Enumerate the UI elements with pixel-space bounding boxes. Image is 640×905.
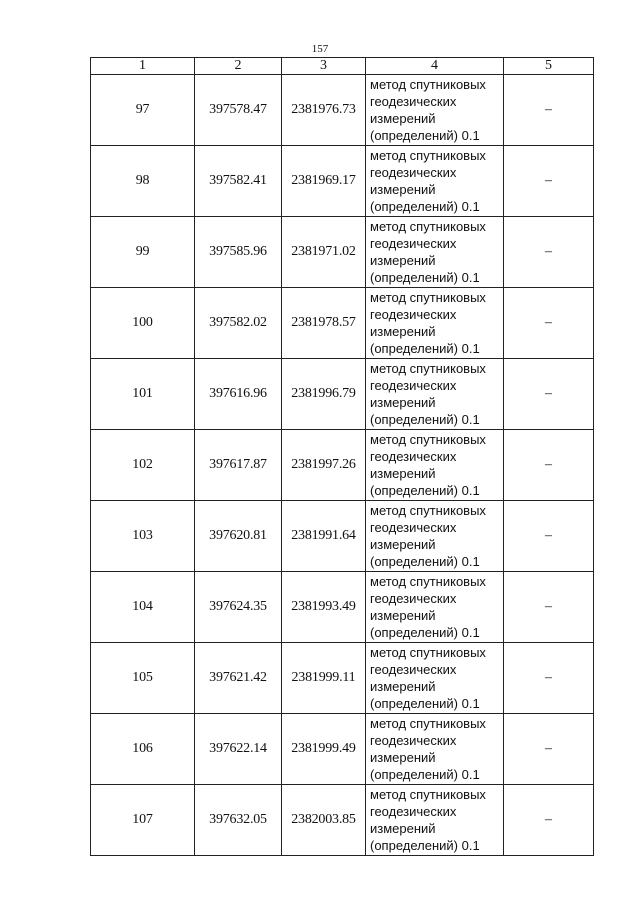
method-line: геодезических <box>370 520 457 535</box>
method-line: измерений <box>370 253 436 268</box>
method-line: (определений) 0.1 <box>370 838 480 853</box>
coordinate-y-cell: 2381999.49 <box>282 714 366 785</box>
method-line: геодезических <box>370 449 457 464</box>
method-line: метод спутниковых <box>370 432 486 447</box>
coordinate-y-cell: 2381978.57 <box>282 288 366 359</box>
coordinate-y-cell: 2381993.49 <box>282 572 366 643</box>
coordinate-x-cell: 397582.02 <box>195 288 282 359</box>
method-line: измерений <box>370 821 436 836</box>
method-cell <box>366 146 504 217</box>
coordinate-x-cell: 397617.87 <box>195 430 282 501</box>
table-row <box>91 501 594 572</box>
coordinate-x-cell: 397624.35 <box>195 572 282 643</box>
column-header: 5 <box>504 58 594 75</box>
table-row <box>91 146 594 217</box>
method-cell <box>366 501 504 572</box>
coordinate-x-cell: 397582.41 <box>195 146 282 217</box>
method-line: измерений <box>370 111 436 126</box>
method-line: геодезических <box>370 662 457 677</box>
point-number-cell: 106 <box>91 714 195 785</box>
method-cell <box>366 359 504 430</box>
column-header: 1 <box>91 58 195 75</box>
coordinate-x-cell: 397621.42 <box>195 643 282 714</box>
table-row <box>91 430 594 501</box>
point-number-cell: 101 <box>91 359 195 430</box>
method-line: измерений <box>370 750 436 765</box>
method-line: (определений) 0.1 <box>370 554 480 569</box>
coordinate-x-cell: 397632.05 <box>195 785 282 856</box>
table-row <box>91 572 594 643</box>
note-cell: – <box>504 501 594 572</box>
coordinate-y-cell: 2381999.11 <box>282 643 366 714</box>
table-row <box>91 75 594 146</box>
method-line: (определений) 0.1 <box>370 625 480 640</box>
note-cell: – <box>504 430 594 501</box>
point-number-cell: 99 <box>91 217 195 288</box>
point-number-cell: 102 <box>91 430 195 501</box>
header-row <box>91 58 594 75</box>
point-number-cell: 97 <box>91 75 195 146</box>
method-line: геодезических <box>370 165 457 180</box>
method-cell <box>366 643 504 714</box>
method-line: (определений) 0.1 <box>370 199 480 214</box>
coordinate-y-cell: 2382003.85 <box>282 785 366 856</box>
method-line: (определений) 0.1 <box>370 412 480 427</box>
method-line: измерений <box>370 395 436 410</box>
point-number-cell: 104 <box>91 572 195 643</box>
coordinate-x-cell: 397578.47 <box>195 75 282 146</box>
coordinate-x-cell: 397585.96 <box>195 217 282 288</box>
coordinate-x-cell: 397616.96 <box>195 359 282 430</box>
note-cell: – <box>504 288 594 359</box>
coordinates-table <box>90 57 594 856</box>
note-cell: – <box>504 643 594 714</box>
coordinate-y-cell: 2381996.79 <box>282 359 366 430</box>
note-cell: – <box>504 217 594 288</box>
column-header: 2 <box>195 58 282 75</box>
method-line: метод спутниковых <box>370 787 486 802</box>
method-line: геодезических <box>370 236 457 251</box>
method-line: измерений <box>370 466 436 481</box>
coordinate-y-cell: 2381971.02 <box>282 217 366 288</box>
method-line: измерений <box>370 182 436 197</box>
method-line: метод спутниковых <box>370 148 486 163</box>
point-number-cell: 107 <box>91 785 195 856</box>
method-line: метод спутниковых <box>370 361 486 376</box>
column-header: 3 <box>282 58 366 75</box>
point-number-cell: 103 <box>91 501 195 572</box>
table-row <box>91 643 594 714</box>
method-line: метод спутниковых <box>370 290 486 305</box>
method-cell <box>366 430 504 501</box>
table-row <box>91 714 594 785</box>
method-line: геодезических <box>370 307 457 322</box>
method-line: (определений) 0.1 <box>370 270 480 285</box>
note-cell: – <box>504 75 594 146</box>
table-row <box>91 785 594 856</box>
point-number-cell: 105 <box>91 643 195 714</box>
method-line: геодезических <box>370 94 457 109</box>
table-row <box>91 359 594 430</box>
method-line: измерений <box>370 679 436 694</box>
page-number: 157 <box>311 43 329 55</box>
method-line: измерений <box>370 324 436 339</box>
table-row <box>91 217 594 288</box>
method-line: метод спутниковых <box>370 219 486 234</box>
note-cell: – <box>504 572 594 643</box>
method-cell <box>366 572 504 643</box>
method-line: геодезических <box>370 591 457 606</box>
method-line: измерений <box>370 537 436 552</box>
method-cell <box>366 288 504 359</box>
note-cell: – <box>504 714 594 785</box>
coordinate-y-cell: 2381997.26 <box>282 430 366 501</box>
method-line: геодезических <box>370 733 457 748</box>
coordinate-x-cell: 397620.81 <box>195 501 282 572</box>
point-number-cell: 98 <box>91 146 195 217</box>
method-line: геодезических <box>370 804 457 819</box>
method-cell <box>366 75 504 146</box>
method-line: метод спутниковых <box>370 77 486 92</box>
method-line: метод спутниковых <box>370 645 486 660</box>
method-line: (определений) 0.1 <box>370 341 480 356</box>
note-cell: – <box>504 785 594 856</box>
method-cell <box>366 217 504 288</box>
method-line: (определений) 0.1 <box>370 767 480 782</box>
method-line: метод спутниковых <box>370 716 486 731</box>
method-line: метод спутниковых <box>370 574 486 589</box>
method-cell <box>366 785 504 856</box>
note-cell: – <box>504 146 594 217</box>
method-line: измерений <box>370 608 436 623</box>
note-cell: – <box>504 359 594 430</box>
coordinate-y-cell: 2381991.64 <box>282 501 366 572</box>
method-line: геодезических <box>370 378 457 393</box>
coordinate-y-cell: 2381976.73 <box>282 75 366 146</box>
method-cell <box>366 714 504 785</box>
method-line: (определений) 0.1 <box>370 696 480 711</box>
method-line: (определений) 0.1 <box>370 128 480 143</box>
column-header: 4 <box>366 58 504 75</box>
point-number-cell: 100 <box>91 288 195 359</box>
method-line: (определений) 0.1 <box>370 483 480 498</box>
method-line: метод спутниковых <box>370 503 486 518</box>
table-row <box>91 288 594 359</box>
coordinate-y-cell: 2381969.17 <box>282 146 366 217</box>
coordinate-x-cell: 397622.14 <box>195 714 282 785</box>
